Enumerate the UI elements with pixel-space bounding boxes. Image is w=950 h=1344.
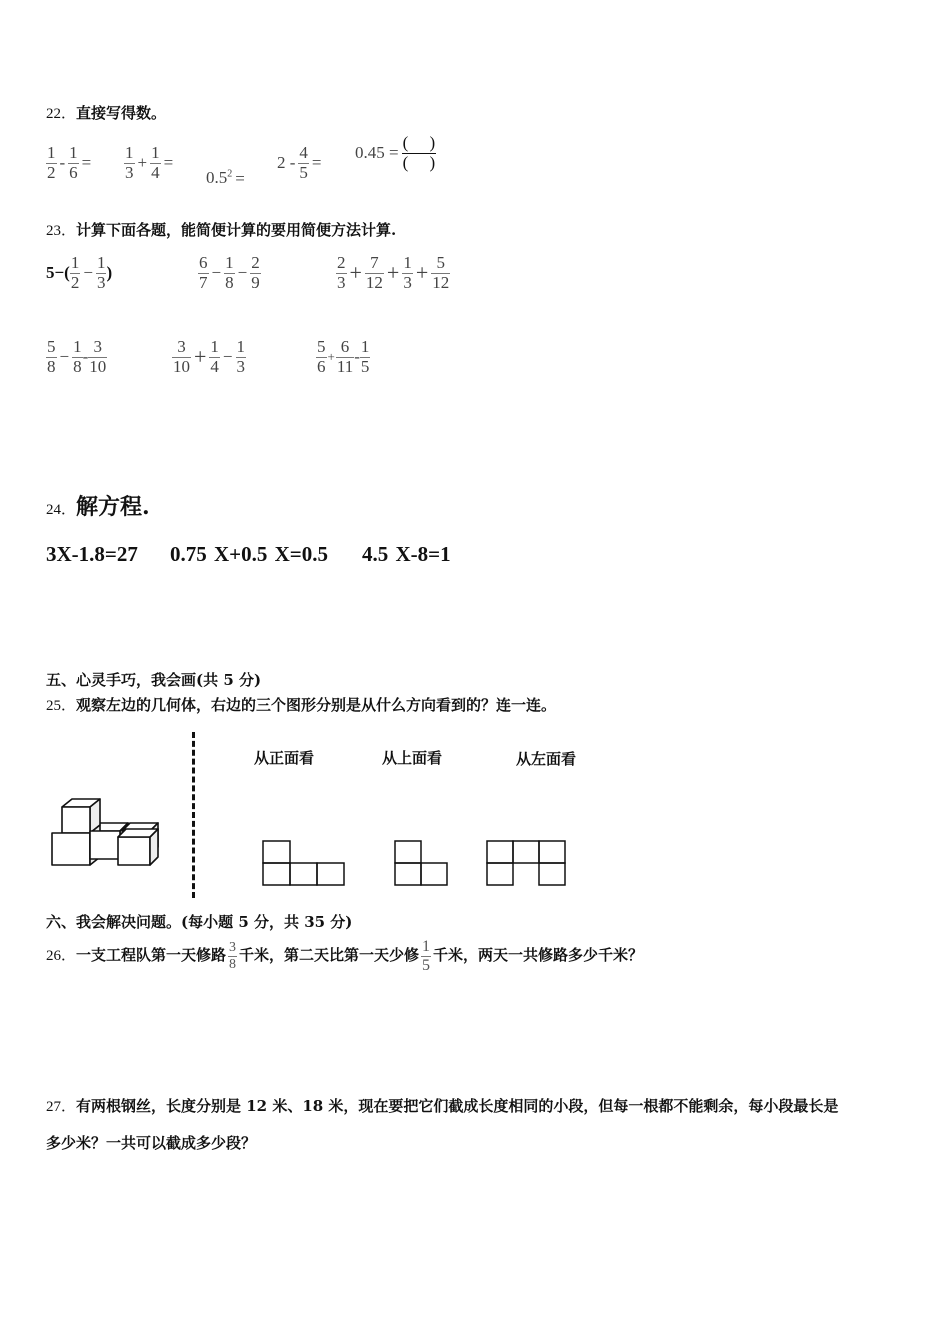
view-label-left: 从左面看 <box>516 750 577 768</box>
q22-item-3: $0.5^2$ = <box>206 168 245 189</box>
q23-row2-expr3: $\frac{5}{6}$ + $\frac{6}{11}$ - $\frac{1}{5}$ <box>317 337 370 376</box>
q23-heading <box>46 219 396 240</box>
q24-heading <box>46 490 150 521</box>
section6-title: 六、我会解决问题。(每小题 5 分，共 35 分) <box>46 913 353 931</box>
dashed-divider <box>192 732 195 898</box>
q23-row2-expr2: $\frac{3}{10}$ + $\frac{1}{4}$ − $\frac{1}{3}$ <box>173 337 246 376</box>
q23-row1-expr3: $\frac{2}{3}$ + $\frac{7}{12}$ + $\frac{1}{3}$ + $\frac{5}{12}$ <box>337 253 450 292</box>
q22-number: 22． <box>46 106 77 122</box>
q24-equation-3: 4.5 X-8=1 <box>362 542 451 566</box>
cube-solid-figure <box>46 795 170 869</box>
q25-number: 25． <box>46 698 77 714</box>
q22-item-5: 0.45 = $\frac{( )}{( )}$ <box>355 133 436 172</box>
q23-row1-expr2: $\frac{6}{7}$ − $\frac{1}{8}$ − $\frac{2}{9}$ <box>199 253 260 292</box>
q27-line-2: 多少米？一共可以截成多少段？ <box>46 1134 257 1152</box>
q22-heading <box>46 102 166 123</box>
q23-title: 计算下面各题，能简便计算的要用简便方法计算. <box>76 221 397 239</box>
q22-item-4: 2 - $\frac{4}{5}$ = <box>277 143 322 182</box>
view-shape-2 <box>394 840 450 886</box>
q23-number: 23． <box>46 223 77 239</box>
q24-equation-2: 0.75 X+0.5 X=0.5 <box>170 542 329 566</box>
q24-equation-1: 3X-1.8=27 <box>46 542 138 566</box>
q25-title: 观察左边的几何体，右边的三个图形分别是从什么方向看到的？连一连。 <box>76 696 557 714</box>
q26-question: 26．一支工程队第一天修路 $\frac{3}{8}$ 千米，第二天比第一天少修 $\frac{1}{5}$ 千米，两天一共修路多少千米？ <box>46 938 644 974</box>
view-shape-3 <box>486 840 568 886</box>
q22-item-2: $\frac{1}{3}$ + $\frac{1}{4}$ = <box>125 143 174 182</box>
q26-number: 26． <box>46 948 77 965</box>
view-shape-1 <box>262 840 346 886</box>
q27-line-1: 27．有两根钢丝，长度分别是 12 米、18 米，现在要把它们截成长度相同的小段，但每一根都不能剩余，每小段最长是 <box>46 1097 839 1115</box>
q22-item-1: $\frac{1}{2}$ - $\frac{1}{6}$ = <box>47 143 92 182</box>
q25-heading <box>46 694 556 715</box>
q24-title: 解方程. <box>76 494 150 520</box>
q23-row1-expr1: 5−( $\frac{1}{2}$ − $\frac{1}{3}$ ) <box>46 253 113 292</box>
q24-number: 24． <box>46 502 77 518</box>
section5-title: 五、心灵手巧，我会画(共 5 分) <box>46 671 262 689</box>
view-label-top: 从上面看 <box>382 749 443 767</box>
q27-number: 27． <box>46 1099 77 1115</box>
q23-row2-expr1: $\frac{5}{8}$ − $\frac{1}{8}$ - $\frac{3}{10}$ <box>47 337 107 376</box>
q22-title: 直接写得数。 <box>76 104 167 122</box>
view-label-front: 从正面看 <box>254 749 315 767</box>
